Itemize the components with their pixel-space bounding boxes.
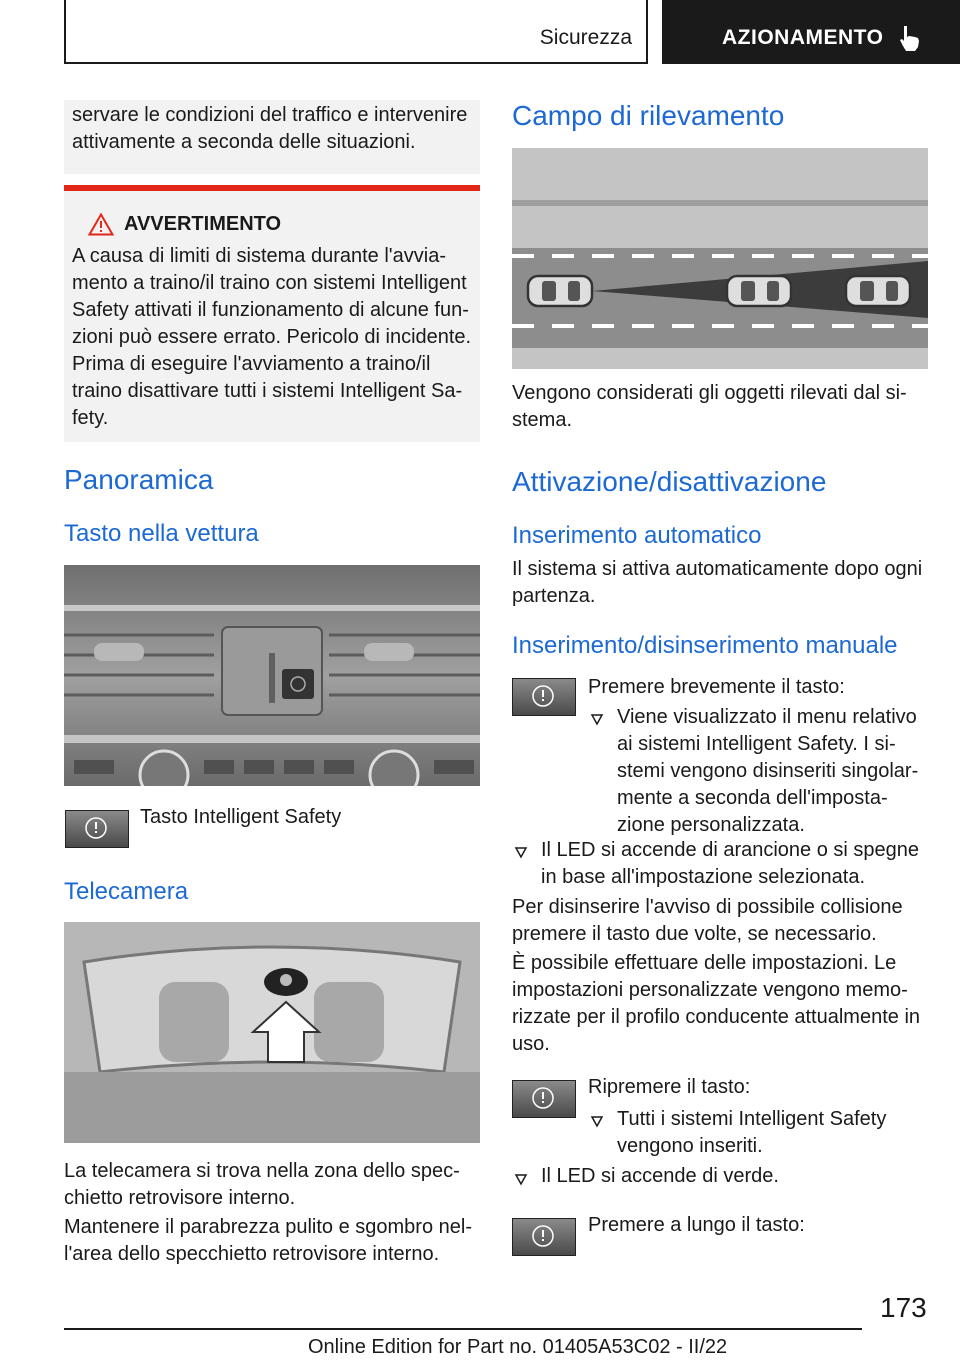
- warning-line: Prima di eseguire l'avviamento a traino/il: [72, 353, 431, 375]
- detection-range-illustration: [512, 148, 928, 369]
- camera-p1-line: chietto retrovisore interno.: [64, 1187, 296, 1209]
- warning-line: fety.: [72, 407, 109, 429]
- page-number: 173: [880, 1292, 927, 1323]
- header-chapter-box: [662, 0, 960, 64]
- warning-line: Safety attivati il funzionamento di alcune fun-: [72, 299, 469, 321]
- camera-location-photo: [64, 922, 480, 1143]
- settings-line: rizzate per il profilo conducente attualmente in: [512, 1006, 921, 1028]
- camera-p1-line: La telecamera si trova nella zona dello spec-: [64, 1160, 460, 1182]
- intelligent-safety-button-icon: [65, 810, 129, 848]
- header-section-title: Sicurezza: [539, 26, 632, 49]
- step1-title: Premere brevemente il tasto:: [588, 676, 845, 698]
- disable-line: premere il tasto due volte, se necessario.: [512, 923, 877, 945]
- heading-automatic: Inserimento automatico: [512, 522, 762, 549]
- warning-text: [72, 243, 482, 432]
- auto-line: Il sistema si attiva automaticamente dopo ogni: [512, 558, 923, 580]
- camera-paragraph-1: [64, 1158, 480, 1212]
- bullet-triangle-icon: [590, 712, 612, 732]
- warning-line: mento a traino/il traino con sistemi Intelligent: [72, 272, 467, 294]
- led1-line: in base all'impostazione selezionata.: [541, 866, 866, 888]
- intro-line-2: attivamente a seconda delle situazioni.: [72, 131, 416, 153]
- settings-line: È possibile effettuare delle impostazioni. Le: [512, 952, 897, 974]
- step2-line: vengono inseriti.: [617, 1135, 763, 1157]
- button-caption: Tasto Intelligent Safety: [140, 806, 342, 828]
- header-section-box: [64, 0, 648, 64]
- warning-box: [64, 191, 480, 442]
- step2-bullet-text: [617, 1106, 927, 1160]
- led1-line: Il LED si accende di arancione o si spegne: [541, 839, 920, 861]
- warning-title: AVVERTIMENTO: [124, 213, 282, 235]
- pointing-hand-icon: [896, 24, 924, 52]
- settings-line: uso.: [512, 1033, 550, 1055]
- step1-line: stemi vengono disinseriti singolar-: [617, 760, 919, 782]
- step1-line: mente a seconda dell'imposta-: [617, 787, 888, 809]
- heading-activation: Attivazione/disattivazione: [512, 466, 827, 497]
- heading-button-in-car: Tasto nella vettura: [64, 520, 259, 547]
- heading-detection-range: Campo di rilevamento: [512, 100, 785, 131]
- intro-box: [64, 100, 480, 174]
- range-line: stema.: [512, 409, 573, 431]
- detection-range-text: [512, 380, 928, 434]
- step3-title: Premere a lungo il tasto:: [588, 1214, 805, 1236]
- automatic-text: [512, 556, 928, 610]
- intelligent-safety-button-icon: [512, 1080, 576, 1118]
- step1-line: ai sistemi Intelligent Safety. I si-: [617, 733, 896, 755]
- bullet-triangle-icon: [514, 1172, 536, 1192]
- warning-line: A causa di limiti di sistema durante l'avvia-: [72, 245, 446, 267]
- camera-paragraph-2: [64, 1214, 480, 1268]
- range-line: Vengono considerati gli oggetti rilevati dal si-: [512, 382, 907, 404]
- step1-line: Viene visualizzato il menu relativo: [617, 706, 917, 728]
- step2-line: Tutti i sistemi Intelligent Safety: [617, 1108, 887, 1130]
- step1-line: zione personalizzata.: [617, 814, 805, 836]
- settings-line: impostazioni personalizzate vengono memo-: [512, 979, 908, 1001]
- footer-edition: Online Edition for Part no. 01405A53C02 - II/22: [308, 1336, 728, 1358]
- step1-bullet-text: [617, 704, 927, 839]
- step2-title: Ripremere il tasto:: [588, 1076, 751, 1098]
- intro-line-1: servare le condizioni del traffico e intervenire: [72, 104, 468, 126]
- bullet-triangle-icon: [590, 1114, 612, 1134]
- heading-camera: Telecamera: [64, 878, 189, 905]
- warning-triangle-icon: [88, 213, 114, 236]
- settings-text: [512, 950, 928, 1058]
- disable-warning-text: [512, 894, 928, 948]
- header-chapter-title: AZIONAMENTO: [722, 26, 884, 49]
- dashboard-button-photo: [64, 565, 480, 786]
- heading-overview: Panoramica: [64, 464, 214, 495]
- footer-divider: [64, 1328, 862, 1330]
- led-orange-text: [541, 837, 931, 891]
- camera-p2-line: Mantenere il parabrezza pulito e sgombro nel-: [64, 1216, 472, 1238]
- warning-line: traino disattivare tutti i sistemi Intelligent Sa-: [72, 380, 463, 402]
- disable-line: Per disinserire l'avviso di possibile collisione: [512, 896, 903, 918]
- auto-line: partenza.: [512, 585, 596, 607]
- bullet-triangle-icon: [514, 845, 536, 865]
- led-green-text: Il LED si accende di verde.: [541, 1165, 779, 1187]
- intelligent-safety-button-icon: [512, 1218, 576, 1256]
- intelligent-safety-button-icon: [512, 678, 576, 716]
- camera-p2-line: l'area dello specchietto retrovisore interno.: [64, 1243, 440, 1265]
- warning-line: zioni può essere errato. Pericolo di incidente.: [72, 326, 472, 348]
- heading-manual: Inserimento/disinserimento manuale: [512, 632, 898, 659]
